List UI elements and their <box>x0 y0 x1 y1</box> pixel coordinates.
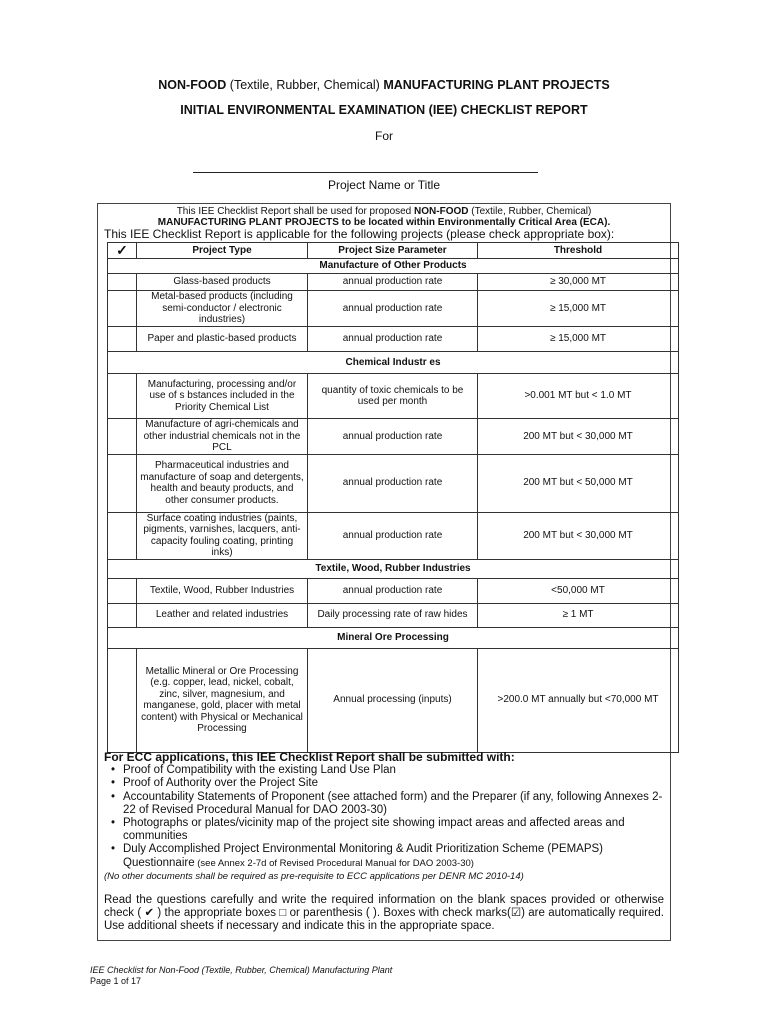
checkbox-cell[interactable] <box>108 374 137 419</box>
intro-line-1: This IEE Checklist Report shall be used for proposed NON-FOOD (Textile, Rubber, Chemical) <box>176 206 592 217</box>
checkbox-cell[interactable] <box>108 454 137 512</box>
column-header: Project Size Parameter <box>308 243 478 259</box>
size-parameter-cell: annual production rate <box>308 291 478 327</box>
project-type-cell: Metal-based products (including semi-conductor / electronic industries) <box>137 291 308 327</box>
project-type-cell: Paper and plastic-based products <box>137 327 308 352</box>
document-subtitle: INITIAL ENVIRONMENTAL EXAMINATION (IEE) CHECKLIST REPORT <box>180 103 588 117</box>
threshold-cell: <50,000 MT <box>478 578 679 603</box>
project-name-line <box>193 172 538 173</box>
section-row <box>108 627 679 648</box>
section-row <box>108 259 679 274</box>
table-row <box>108 274 679 291</box>
list-item: • Proof of Compatibility with the existing Land Use Plan <box>123 764 664 777</box>
list-item: • Proof of Authority over the Project Site <box>123 777 664 790</box>
project-checklist-table <box>107 242 679 753</box>
checkbox-cell[interactable] <box>108 274 137 291</box>
threshold-cell: 200 MT but < 50,000 MT <box>478 454 679 512</box>
checkbox-cell[interactable] <box>108 291 137 327</box>
intro-line-2: MANUFACTURING PLANT PROJECTS to be located within Environmentally Critical Area (ECA). <box>157 217 611 228</box>
page-footer <box>90 965 392 986</box>
table-row <box>108 291 679 327</box>
project-type-cell: Pharmaceutical industries and manufacture of soap and detergents, health and beauty products, and other consumer products. <box>137 454 308 512</box>
table-row <box>108 648 679 752</box>
table-header-row <box>108 243 679 259</box>
project-type-cell: Metallic Mineral or Ore Processing (e.g. copper, lead, nickel, cobalt, zinc, silver, magnesium, and manganese, gold, placer with metal content) with Physical or Mechanical Processing <box>137 648 308 752</box>
checkbox-cell[interactable] <box>108 578 137 603</box>
threshold-cell: ≥ 15,000 MT <box>478 291 679 327</box>
ecc-requirements <box>104 751 664 883</box>
size-parameter-cell: annual production rate <box>308 274 478 291</box>
size-parameter-cell: annual production rate <box>308 578 478 603</box>
table-row <box>108 578 679 603</box>
size-parameter-cell: quantity of toxic chemicals to be used per month <box>308 374 478 419</box>
document-title: NON-FOOD (Textile, Rubber, Chemical) MANUFACTURING PLANT PROJECTS <box>158 78 610 92</box>
list-item: • Duly Accomplished Project Environmental Monitoring & Audit Prioritization Scheme (PEMAPS) Questionnaire (see Annex 2-7d of Revised Procedural Manual for DAO 2003-30) <box>123 843 664 869</box>
size-parameter-cell: annual production rate <box>308 327 478 352</box>
intro-line-3: This IEE Checklist Report is applicable for the following projects (please check appropriate box): <box>104 227 615 241</box>
table-row <box>108 374 679 419</box>
threshold-cell: ≥ 30,000 MT <box>478 274 679 291</box>
size-parameter-cell: Daily processing rate of raw hides <box>308 603 478 627</box>
page-number: Page 1 of 17 <box>90 975 142 986</box>
table-row <box>108 603 679 627</box>
section-title: Textile, Wood, Rubber Industries <box>108 559 679 578</box>
pemaps-annex-note: (see Annex 2-7d of Revised Procedural Manual for DAO 2003-30) <box>194 857 474 869</box>
list-item: • Photographs or plates/vicinity map of the project site showing impact areas and affected areas and communities <box>123 817 664 843</box>
ecc-requirement-list <box>104 764 664 870</box>
checkbox-cell[interactable] <box>108 512 137 559</box>
size-parameter-cell: Annual processing (inputs) <box>308 648 478 752</box>
threshold-cell: 200 MT but < 30,000 MT <box>478 419 679 455</box>
project-type-cell: Glass-based products <box>137 274 308 291</box>
threshold-cell: ≥ 1 MT <box>478 603 679 627</box>
project-type-cell: Surface coating industries (paints, pigments, varnishes, lacquers, anti- capacity fouling coating, printing inks) <box>137 512 308 559</box>
list-item: • Accountability Statements of Proponent (see attached form) and the Preparer (if any, following Annexes 2-22 of Revised Procedural Manual for DAO 2003-30) <box>123 791 664 817</box>
checkbox-cell[interactable] <box>108 419 137 455</box>
for-label: For <box>375 129 393 143</box>
table-row <box>108 419 679 455</box>
section-row <box>108 352 679 374</box>
checkbox-cell[interactable] <box>108 327 137 352</box>
threshold-cell: >0.001 MT but < 1.0 MT <box>478 374 679 419</box>
project-type-cell: Manufacture of agri-chemicals and other industrial chemicals not in the PCL <box>137 419 308 455</box>
project-name-label: Project Name or Title <box>327 178 441 192</box>
threshold-cell: 200 MT but < 30,000 MT <box>478 512 679 559</box>
project-type-cell: Manufacturing, processing and/or use of s bstances included in the Priority Chemical List <box>137 374 308 419</box>
footer-document-name: IEE Checklist for Non-Food (Textile, Rubber, Chemical) Manufacturing Plant <box>90 965 393 975</box>
instructions-paragraph: Read the questions carefully and write the required information on the blank spaces provided or otherwise check ( ✔ ) the appropriate boxes □ or parenthesis ( ). Boxes with check marks(☑) are automatically required. Use additional sheets if necessary and indicate this in the appropriate space. <box>104 894 664 932</box>
column-header: Threshold <box>478 243 679 259</box>
section-row <box>108 559 679 578</box>
size-parameter-cell: annual production rate <box>308 512 478 559</box>
threshold-cell: >200.0 MT annually but <70,000 MT <box>478 648 679 752</box>
column-header: Project Type <box>137 243 308 259</box>
section-title: Mineral Ore Processing <box>108 627 679 648</box>
ecc-heading: For ECC applications, this IEE Checklist Report shall be submitted with: <box>104 750 515 764</box>
section-title: Chemical Industr es <box>108 352 679 374</box>
table-row <box>108 454 679 512</box>
project-type-cell: Leather and related industries <box>137 603 308 627</box>
project-type-cell: Textile, Wood, Rubber Industries <box>137 578 308 603</box>
checkmark-header-icon: ✓ <box>108 243 137 259</box>
ecc-note: (No other documents shall be required as pre-requisite to ECC applications per DENR MC 2010-14) <box>104 870 524 882</box>
checkbox-cell[interactable] <box>108 603 137 627</box>
table-row <box>108 512 679 559</box>
table-row <box>108 327 679 352</box>
threshold-cell: ≥ 15,000 MT <box>478 327 679 352</box>
size-parameter-cell: annual production rate <box>308 419 478 455</box>
section-title: Manufacture of Other Products <box>108 259 679 274</box>
checkbox-cell[interactable] <box>108 648 137 752</box>
size-parameter-cell: annual production rate <box>308 454 478 512</box>
